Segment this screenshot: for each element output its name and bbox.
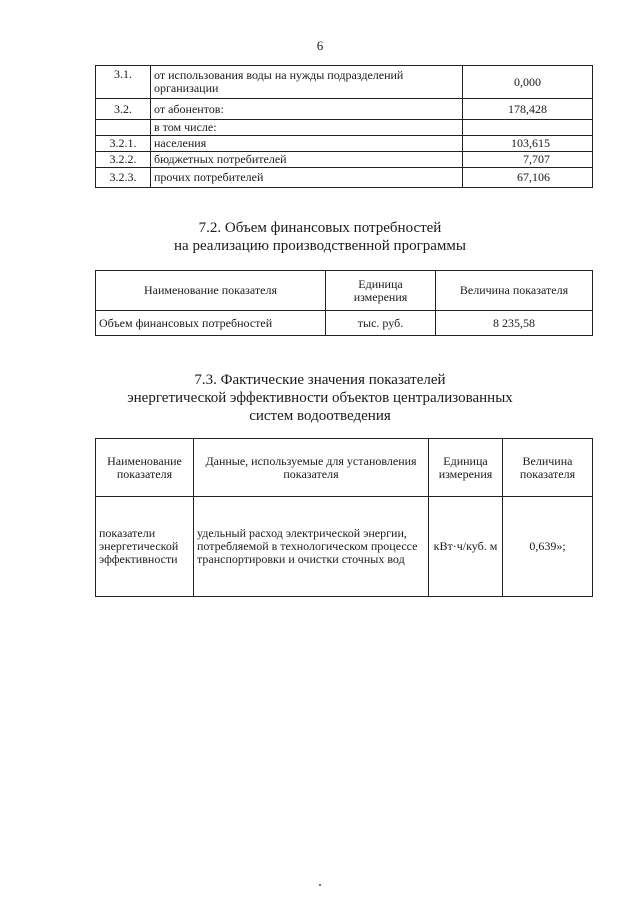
table-row [96,66,593,99]
row-name: в том числе: [151,120,463,136]
cell-data: удельный расход электрической энергии, потребляемой в технологическом процессе транспортировки и очистки сточных вод [194,497,429,597]
table-row [96,168,593,188]
column-header-value: Величина показателя [436,271,593,311]
row-number: 3.2. [96,99,151,120]
table-row [96,136,593,152]
row-number: 3.2.3. [96,168,151,188]
section-title-line: систем водоотведения [249,408,391,424]
row-name: от использования воды на нужды подразделений организации [151,66,463,99]
cell-name: показатели энергетической эффективности [96,497,194,597]
column-header-name: Наименование показателя [96,439,194,497]
cell-name: Объем финансовых потребностей [96,311,326,336]
row-name: от абонентов: [151,99,463,120]
table-row [96,311,593,336]
column-header-name: Наименование показателя [96,271,326,311]
section-7-3-title [0,372,640,424]
section-title-line: 7.2. Объем финансовых потребностей [198,220,442,236]
table-row [96,120,593,136]
page-number: 6 [316,38,324,53]
cell-value: 8 235,58 [436,311,593,336]
cell-value: 0,639»; [503,497,593,597]
row-number [96,120,151,136]
section-title-line: энергетической эффективности объектов централизованных [127,390,513,406]
row-name: населения [151,136,463,152]
table-row [96,99,593,120]
table-header-row [96,271,593,311]
cell-unit: кВт·ч/куб. м [429,497,503,597]
column-header-unit: Единица измерения [326,271,436,311]
table-row [96,152,593,168]
column-header-unit: Единица измерения [429,439,503,497]
row-number: 3.1. [96,66,151,99]
row-value: 178,428 [463,99,593,120]
section-title-line: на реализацию производственной программы [174,238,466,254]
energy-efficiency-table [95,438,593,597]
section-7-2-title [0,220,640,254]
scan-speck [319,884,321,886]
cell-unit: тыс. руб. [326,311,436,336]
row-value: 103,615 [463,136,593,152]
row-name: бюджетных потребителей [151,152,463,168]
table-row [96,497,593,597]
section-title-line: 7.3. Фактические значения показателей [194,372,446,388]
row-value: 7,707 [463,152,593,168]
row-value: 67,106 [463,168,593,188]
row-value [463,120,593,136]
row-number: 3.2.2. [96,152,151,168]
financial-needs-table [95,270,593,336]
row-name: прочих потребителей [151,168,463,188]
column-header-value: Величина показателя [503,439,593,497]
row-number: 3.2.1. [96,136,151,152]
row-value: 0,000 [463,66,593,99]
table-header-row [96,439,593,497]
column-header-data: Данные, используемые для установления показателя [194,439,429,497]
volume-table [95,65,593,188]
